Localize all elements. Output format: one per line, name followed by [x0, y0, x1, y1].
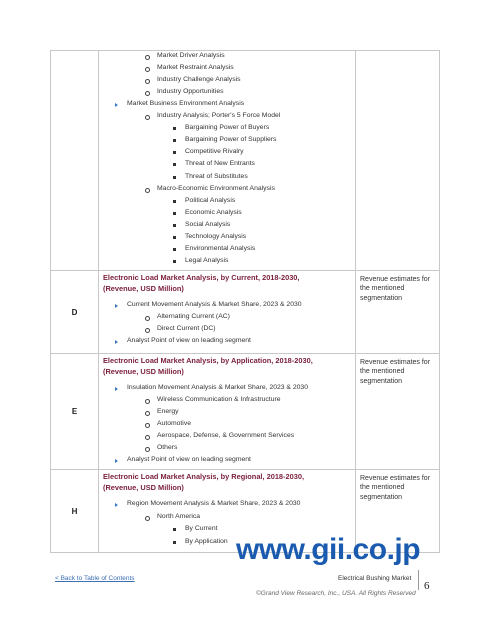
list-item: Social Analysis — [185, 220, 231, 228]
list-item: By Current — [185, 525, 218, 532]
list-item: By Application — [185, 537, 228, 545]
note-cell — [356, 51, 440, 271]
list-item: Energy — [157, 408, 179, 415]
section-note: Revenue estimates for the mentioned segmentation — [356, 470, 440, 553]
arrow-bullet-icon — [115, 387, 118, 391]
table-row-top — [51, 51, 440, 271]
section-title-line1: Electronic Load Market Analysis, by Regional, 2018-2030, — [103, 472, 304, 481]
square-bullet-icon — [173, 163, 176, 166]
list-item: Insulation Movement Analysis & Market Share, 2023 & 2030 — [127, 384, 308, 391]
list-item: Wireless Communication & Infrastructure — [157, 396, 281, 403]
section-e-list — [99, 354, 355, 469]
letter-cell — [51, 51, 99, 271]
section-d-list — [99, 271, 355, 353]
circle-bullet-icon — [145, 55, 150, 60]
circle-bullet-icon — [145, 447, 150, 452]
list-item: Bargaining Power of Buyers — [185, 124, 270, 132]
circle-bullet-icon — [145, 67, 150, 72]
section-letter: D — [51, 271, 99, 354]
square-bullet-icon — [173, 224, 176, 227]
circle-bullet-icon — [145, 435, 150, 440]
copyright-text: ©Grand View Research, Inc., USA. All Rights Reserved — [256, 590, 416, 597]
list-item: Political Analysis — [185, 196, 236, 204]
arrow-bullet-icon — [115, 340, 118, 344]
square-bullet-icon — [173, 212, 176, 215]
list-item: Industry Analysis; Porter's 5 Force Model — [157, 112, 281, 120]
list-item: Threat of Substitutes — [185, 172, 248, 180]
list-item: Competitive Rivalry — [185, 148, 244, 156]
section-note: Revenue estimates for the mentioned segmentation — [356, 354, 440, 470]
section-title — [103, 273, 351, 294]
list-item: Alternating Current (AC) — [157, 313, 230, 320]
page-number: 6 — [424, 580, 430, 592]
section-note: Revenue estimates for the mentioned segmentation — [356, 271, 440, 354]
square-bullet-icon — [173, 260, 176, 263]
top-section-list — [99, 51, 355, 270]
table-row-section-d — [51, 271, 440, 354]
section-title — [103, 356, 351, 377]
list-item: Direct Current (DC) — [157, 325, 216, 332]
watermark-text: www.gii.co.jp — [236, 533, 421, 566]
list-item: Market Restraint Analysis — [157, 64, 234, 72]
arrow-bullet-icon — [115, 304, 118, 308]
square-bullet-icon — [173, 151, 176, 154]
section-title-line1: Electronic Load Market Analysis, by Application, 2018-2030, — [103, 356, 313, 365]
list-item: Environmental Analysis — [185, 244, 256, 252]
arrow-bullet-icon — [115, 103, 118, 107]
circle-bullet-icon — [145, 316, 150, 321]
circle-bullet-icon — [145, 188, 150, 193]
square-bullet-icon — [173, 541, 176, 544]
table-row-section-e — [51, 354, 440, 470]
section-title — [103, 472, 351, 493]
toc-table — [50, 50, 440, 553]
back-to-toc-link[interactable]: < Back to Table of Contents — [55, 575, 135, 582]
list-item: Region Movement Analysis & Market Share, 2023 & 2030 — [127, 500, 301, 507]
square-bullet-icon — [173, 200, 176, 203]
circle-bullet-icon — [145, 411, 150, 416]
section-letter: H — [51, 470, 99, 553]
list-item: Industry Challenge Analysis — [157, 76, 241, 84]
square-bullet-icon — [173, 139, 176, 142]
list-item: Aerospace, Defense, & Government Services — [157, 432, 295, 439]
circle-bullet-icon — [145, 328, 150, 333]
content-cell — [99, 354, 356, 470]
arrow-bullet-icon — [115, 459, 118, 463]
report-title: Electrical Bushing Market — [338, 575, 412, 582]
list-item: Legal Analysis — [185, 256, 229, 264]
section-letter: E — [51, 354, 99, 470]
square-bullet-icon — [173, 127, 176, 130]
list-item: Industry Opportunities — [157, 88, 224, 96]
list-item: Technology Analysis — [185, 232, 247, 240]
list-item: Automotive — [157, 420, 192, 427]
circle-bullet-icon — [145, 399, 150, 404]
circle-bullet-icon — [145, 115, 150, 120]
footer-divider — [418, 570, 419, 590]
square-bullet-icon — [173, 248, 176, 251]
content-cell — [99, 51, 356, 271]
section-title-line2: (Revenue, USD Million) — [103, 482, 184, 492]
list-item: Bargaining Power of Suppliers — [185, 136, 277, 144]
circle-bullet-icon — [145, 91, 150, 96]
square-bullet-icon — [173, 236, 176, 239]
list-item: Market Driver Analysis — [157, 52, 225, 59]
list-item: Analyst Point of view on leading segment — [127, 337, 251, 344]
circle-bullet-icon — [145, 79, 150, 84]
list-item: Economic Analysis — [185, 208, 242, 216]
list-item: Macro-Economic Environment Analysis — [157, 184, 275, 192]
content-cell — [99, 271, 356, 354]
list-item: Market Business Environment Analysis — [127, 100, 245, 108]
section-title-line2: (Revenue, USD Million) — [103, 366, 184, 376]
arrow-bullet-icon — [115, 503, 118, 507]
circle-bullet-icon — [145, 516, 150, 521]
square-bullet-icon — [173, 528, 176, 531]
section-title-line2: (Revenue, USD Million) — [103, 283, 184, 293]
list-item: North America — [157, 512, 201, 520]
list-item: Others — [157, 444, 178, 451]
square-bullet-icon — [173, 176, 176, 179]
section-title-line1: Electronic Load Market Analysis, by Current, 2018-2030, — [103, 273, 300, 282]
circle-bullet-icon — [145, 423, 150, 428]
list-item: Analyst Point of view on leading segment — [127, 456, 251, 463]
list-item: Current Movement Analysis & Market Share, 2023 & 2030 — [127, 301, 302, 308]
list-item: Threat of New Entrants — [185, 160, 255, 168]
